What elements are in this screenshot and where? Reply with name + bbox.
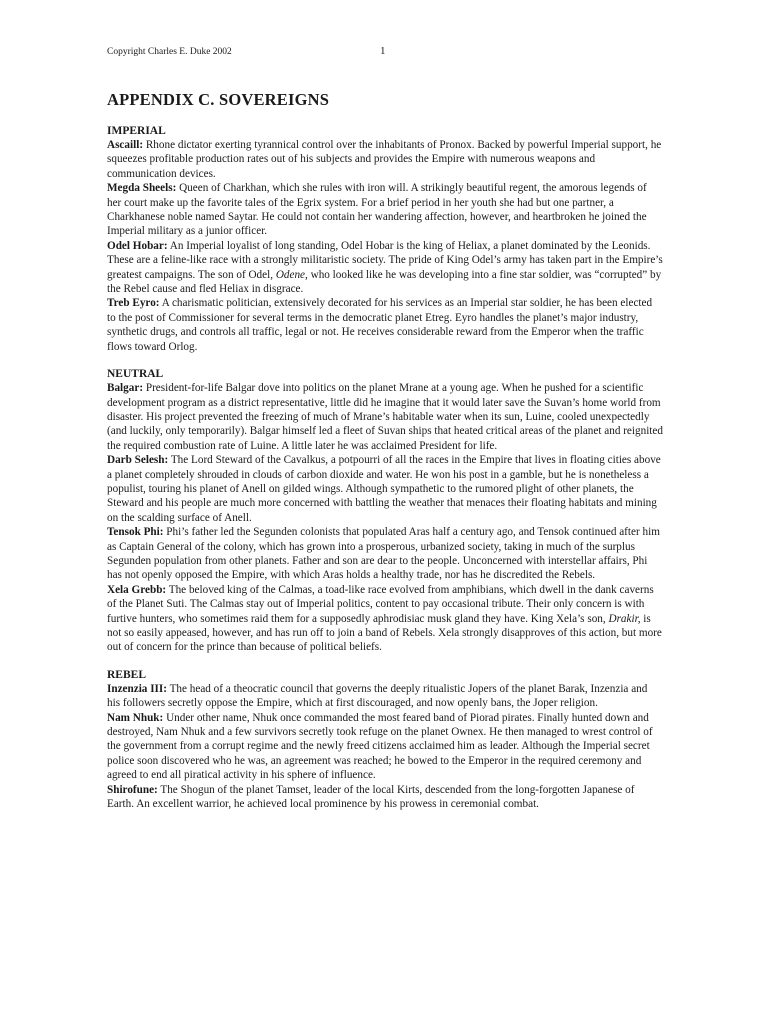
entry-text: Queen of Charkhan, which she rules with iron will. A strikingly beautiful regent, the amorous legends of her court make up the favorite tales of the Egrix system. For a brief period in her youth she had but one partner, a Charkhanese noble named Saytar. He could not contain her wandering affection, however, and heartbroken he joined the Imperial military as a junior officer.: [107, 182, 647, 238]
entry-italic-name: Odene,: [275, 268, 308, 281]
entry-darb-selesh: [107, 453, 663, 525]
entry-xela-grebb: [107, 583, 663, 655]
entry-name: Nam Nhuk:: [107, 711, 164, 724]
copyright-notice: Copyright Charles E. Duke 2002: [107, 47, 232, 57]
entry-name: Ascaill:: [107, 139, 144, 151]
entry-text: who looked like he was developing into a fine star soldier, was “corrupted” by the Rebel cause and fled Heliax in disgrace.: [107, 268, 662, 296]
entry-name: Odel Hobar:: [107, 239, 168, 252]
section-heading-imperial: IMPERIAL: [107, 125, 166, 137]
section-heading-neutral: NEUTRAL: [107, 368, 164, 381]
entry-name: Inzenzia III:: [107, 682, 167, 695]
entry-text: is not so easily appeased, however, and has run off to join a band of Rebels. Xela strongly disapproves of this action, but more out of concern for the prince than because of political beliefs.: [107, 612, 662, 654]
entry-tensok-phi: [107, 525, 663, 583]
section-imperial: [107, 124, 663, 354]
entry-balgar: [107, 381, 663, 453]
entry-text: Under other name, Nhuk once commanded the most feared band of Piorad pirates. Finally hunted down and destroyed, Nam Nhuk and a few survivors secretly took refuge on the planet Ownex. He then managed to wrest control of the government from a corrupt regime and the newly freed citizens acclaimed him as leader. Although the Imperial secret police soon discovered who he was, an agreement was reached; he bowed to the Emperor in the required ceremony and agreed to end all piratical activity in his sphere of influence.: [107, 711, 653, 782]
entry-name: Tensok Phi:: [107, 526, 164, 539]
entry-text: Phi’s father led the Segunden colonists that populated Aras half a century ago, and Tensok continued after him as Captain General of the colony, which has grown into a prosperous, urbanized society, taking in much of the surplus Segunden population from other planets. Father and son are dear to the people. Unconcerned with interstellar affairs, Phi has not openly opposed the Empire, with which Aras holds a healthy trade, nor has he discredited the Rebels.: [107, 526, 660, 582]
entry-shirofune: [107, 783, 663, 812]
page-header: [107, 47, 667, 61]
entry-ascaill: [107, 138, 663, 181]
section-neutral: [107, 367, 663, 655]
page-title: APPENDIX C. SOVEREIGNS: [107, 90, 330, 109]
entry-name: Darb Selesh:: [107, 454, 169, 467]
section-rebel: [107, 668, 663, 812]
entry-text: An Imperial loyalist of long standing, Odel Hobar is the king of Heliax, a planet dominated by the Leonids. These are a feline-like race with a strongly militaristic society. The pride of King Odel’s army has taken part in the Empire’s greatest campaigns. The son of Odel,: [107, 239, 663, 281]
entry-name: Balgar:: [107, 382, 144, 395]
entry-nam-nhuk: [107, 711, 663, 783]
page-number: 1: [380, 45, 386, 57]
entry-treb-eyro: [107, 296, 663, 354]
entry-text: A charismatic politician, extensively decorated for his services as an Imperial star soldier, he has been elected to the post of Commissioner for several terms in the democratic planet Etreg. Eyro handles the planet’s major industry, synthetic drugs, and controls all traffic, legal or not. He receives considerable reward from the Emperor when the traffic flows toward Orlog.: [107, 297, 653, 353]
entry-inzenzia-iii: [107, 682, 663, 711]
entry-megda-sheels: [107, 181, 663, 239]
entry-text: The head of a theocratic council that governs the deeply ritualistic Jopers of the planet Barak, Inzenzia and his followers secretly oppose the Empire, which at first discouraged, and now openly bans, the Joper religion.: [107, 682, 648, 710]
section-heading-rebel: REBEL: [107, 668, 146, 681]
document-body: [107, 90, 663, 824]
entry-italic-name: Drakir,: [608, 612, 641, 625]
entry-name: Treb Eyro:: [107, 297, 160, 310]
entry-text: The Lord Steward of the Cavalkus, a potpourri of all the races in the Empire that lives in floating cities above a planet completely shrouded in clouds of carbon dioxide and water. He won his post in a gamble, but he is nonetheless a populist, touring his planet of Anell on gilded wings. Although sympathetic to the rumored plight of other planets, the Steward and his people are much more concerned with battling the weather that menaces their floating habitats and mining on the scalding surface of Anell.: [107, 454, 661, 524]
entry-name: Megda Sheels:: [107, 182, 177, 195]
entry-text: Rhone dictator exerting tyrannical control over the inhabitants of Pronox. Backed by powerful Imperial support, he squeezes profitable production rates out of his subjects and provides the Empire with numerous weapons and communication devices.: [107, 139, 662, 180]
entry-name: Xela Grebb:: [107, 583, 167, 596]
entry-text: President-for-life Balgar dove into politics on the planet Mrane at a young age. When he pushed for a scientific development program as a district representative, little did he imagine that it would later save the Suvan’s home world from disaster. His project prevented the freezing of much of Mrane’s habitable water when its sun, Luine, cooled unexpectedly (and luckily, only temporarily). Balgar himself led a fleet of Suvan ships that heated critical areas of the planet and reignited the required combustion rate of Luine. A little later he was acclaimed President for life.: [107, 382, 663, 452]
entry-text: The Shogun of the planet Tamset, leader of the local Kirts, descended from the long-forgotten Japanese of Earth. An excellent warrior, he achieved local prominence by his prowess in ceremonial combat.: [107, 783, 635, 811]
entry-text: The beloved king of the Calmas, a toad-like race evolved from amphibians, which dwell in the dank caverns of the Planet Suti. The Calmas stay out of Imperial politics, content to pay occasional tribute. Their only concern is with furtive hunters, who sometimes raid them for a supposedly aphrodisiac musk gland they have. King Xela’s son,: [107, 583, 654, 625]
entry-odel-hobar: [107, 239, 663, 297]
entry-name: Shirofune:: [107, 783, 158, 796]
